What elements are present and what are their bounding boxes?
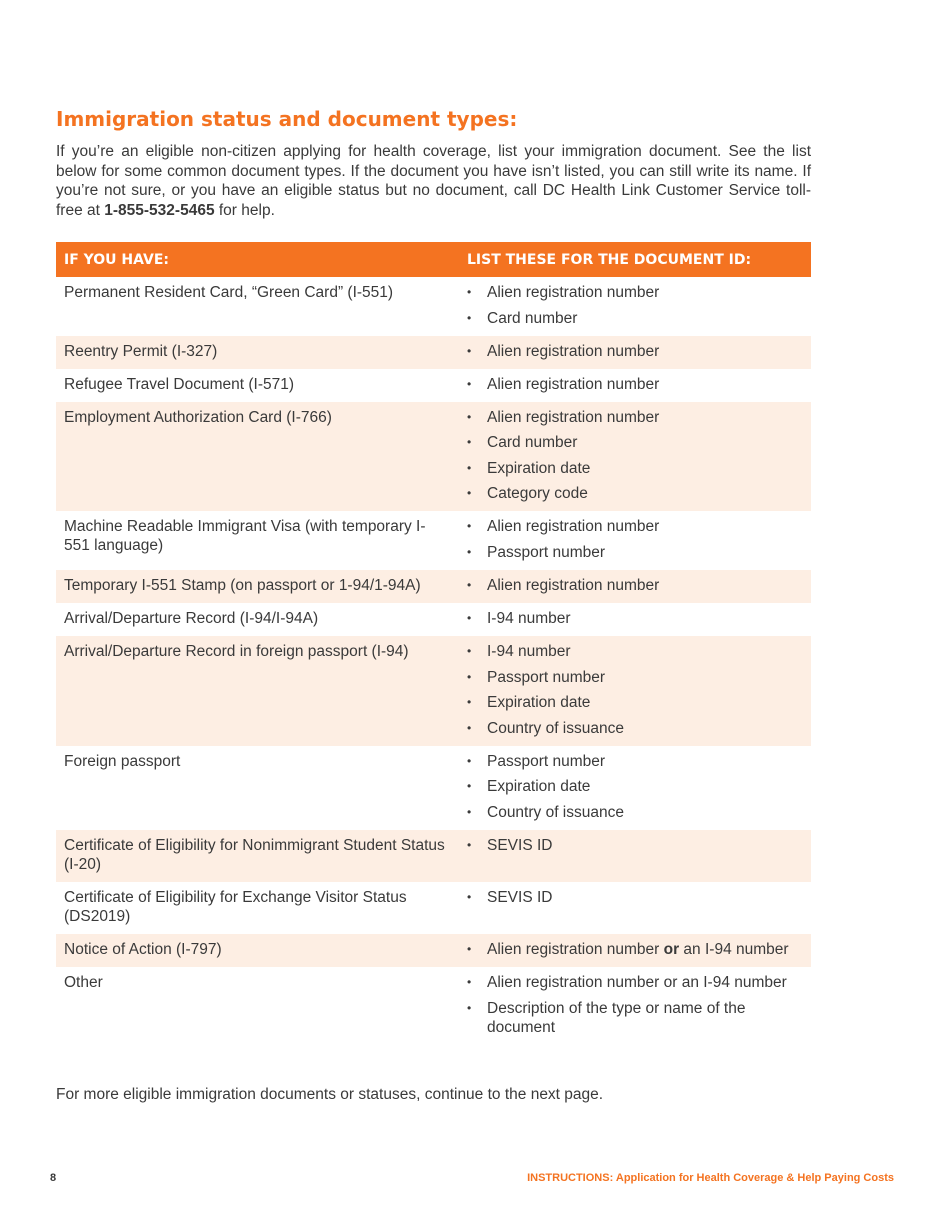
id-bullet-list [467, 836, 803, 855]
id-bullet-list [467, 642, 803, 738]
id-list-item: • Expiration date [467, 459, 803, 478]
document-id-list [459, 603, 811, 636]
id-list-item: • SEVIS ID [467, 836, 803, 855]
id-bullet-list [467, 283, 803, 328]
id-list-item: • Expiration date [467, 693, 803, 712]
id-bullet-list [467, 375, 803, 394]
document-name: Foreign passport [64, 752, 181, 770]
page-number: 8 [50, 1172, 57, 1184]
table-row [56, 277, 811, 336]
id-bullet-list [467, 408, 803, 504]
page-title: Immigration status and document types: [56, 107, 518, 131]
table-row [56, 511, 811, 570]
id-list-item: • Description of the type or name of the document [467, 999, 803, 1037]
document-id-list [459, 369, 811, 402]
id-list-item: • Alien registration number [467, 408, 803, 427]
intro-paragraph [56, 142, 811, 220]
table-row [56, 967, 811, 1045]
id-bullet-list [467, 752, 803, 822]
table-row [56, 636, 811, 746]
document-id-list [459, 882, 811, 934]
document-name: Reentry Permit (I-327) [64, 342, 218, 360]
document-id-list [459, 511, 811, 570]
table-row [56, 830, 811, 882]
id-list-item: • Expiration date [467, 777, 803, 796]
table-row [56, 882, 811, 934]
id-list-item: • Category code [467, 484, 803, 503]
id-list-item: • Alien registration number [467, 576, 803, 595]
document-name: Employment Authorization Card (I-766) [64, 408, 332, 426]
document-name: Temporary I-551 Stamp (on passport or 1-94/1-94A) [64, 576, 421, 594]
document-id-list [459, 967, 811, 1045]
id-text: Alien registration number [487, 940, 664, 958]
id-bullet-list [467, 973, 803, 1037]
id-text-emphasis: or [663, 940, 680, 958]
id-list-item: • Passport number [467, 752, 803, 771]
document-id-list [459, 570, 811, 603]
id-list-item: • Alien registration number or an I-94 number [467, 973, 803, 992]
document-id-list [459, 636, 811, 746]
id-list-item: • Country of issuance [467, 803, 803, 822]
id-list-item: • Country of issuance [467, 719, 803, 738]
table-row [56, 402, 811, 512]
closing-note: For more eligible immigration documents or statuses, continue to the next page. [56, 1086, 604, 1103]
id-text: an I-94 number [679, 940, 789, 958]
id-list-item: • Card number [467, 309, 803, 328]
table-row [56, 336, 811, 369]
id-list-item: • Alien registration number [467, 283, 803, 302]
id-bullet-list [467, 576, 803, 595]
intro-text: If you’re an eligible non-citizen applying for health coverage, list your immigration document. See the list below for some common document types. If the document you have isn’t listed, you can still write its name. If you’re not sure, or you have an eligible status but no document, call DC Health Link Customer Service toll-free at [56, 143, 811, 219]
document-id-list [459, 934, 811, 967]
id-list-item: • Passport number [467, 543, 803, 562]
id-list-item [467, 940, 803, 959]
id-list-item: • Alien registration number [467, 342, 803, 361]
document-name: Arrival/Departure Record in foreign passport (I-94) [64, 642, 409, 660]
id-bullet-list [467, 342, 803, 361]
phone-number: 1-855-532-5465 [104, 201, 215, 219]
document-id-list [459, 746, 811, 830]
id-list-item: • I-94 number [467, 609, 803, 628]
id-list-item: • I-94 number [467, 642, 803, 661]
header-list-these: LIST THESE FOR THE DOCUMENT ID: [467, 251, 752, 268]
document-name: Notice of Action (I-797) [64, 940, 222, 958]
table-row [56, 746, 811, 830]
id-bullet-list [467, 888, 803, 907]
document-name: Refugee Travel Document (I-571) [64, 375, 295, 393]
document-id-list [459, 402, 811, 512]
id-list-item: • SEVIS ID [467, 888, 803, 907]
table-row [56, 369, 811, 402]
footer-title: INSTRUCTIONS: Application for Health Coverage & Help Paying Costs [527, 1172, 894, 1184]
document-name: Certificate of Eligibility for Exchange Visitor Status (DS2019) [64, 888, 407, 925]
intro-text-end: for help. [214, 201, 275, 219]
document-name: Certificate of Eligibility for Nonimmigrant Student Status (I-20) [64, 836, 445, 873]
id-list-item: • Alien registration number [467, 517, 803, 536]
table-row [56, 603, 811, 636]
table-body [56, 277, 811, 1045]
document-types-table [56, 242, 811, 1045]
id-bullet-list [467, 940, 803, 959]
document-id-list [459, 277, 811, 336]
document-id-list [459, 830, 811, 882]
id-bullet-list [467, 517, 803, 562]
id-list-item: • Alien registration number [467, 375, 803, 394]
document-name: Permanent Resident Card, “Green Card” (I-551) [64, 284, 394, 301]
document-id-list [459, 336, 811, 369]
document-name: Machine Readable Immigrant Visa (with temporary I-551 language) [64, 518, 426, 555]
table-row [56, 934, 811, 967]
document-name: Arrival/Departure Record (I-94/I-94A) [64, 609, 319, 627]
page-content [56, 104, 811, 1045]
id-bullet-list [467, 609, 803, 628]
document-name: Other [64, 973, 103, 991]
id-list-item: • Passport number [467, 668, 803, 687]
id-list-item: • Card number [467, 433, 803, 452]
table-row [56, 570, 811, 603]
header-if-you-have: IF YOU HAVE: [64, 251, 170, 268]
table-header-row [56, 242, 811, 277]
